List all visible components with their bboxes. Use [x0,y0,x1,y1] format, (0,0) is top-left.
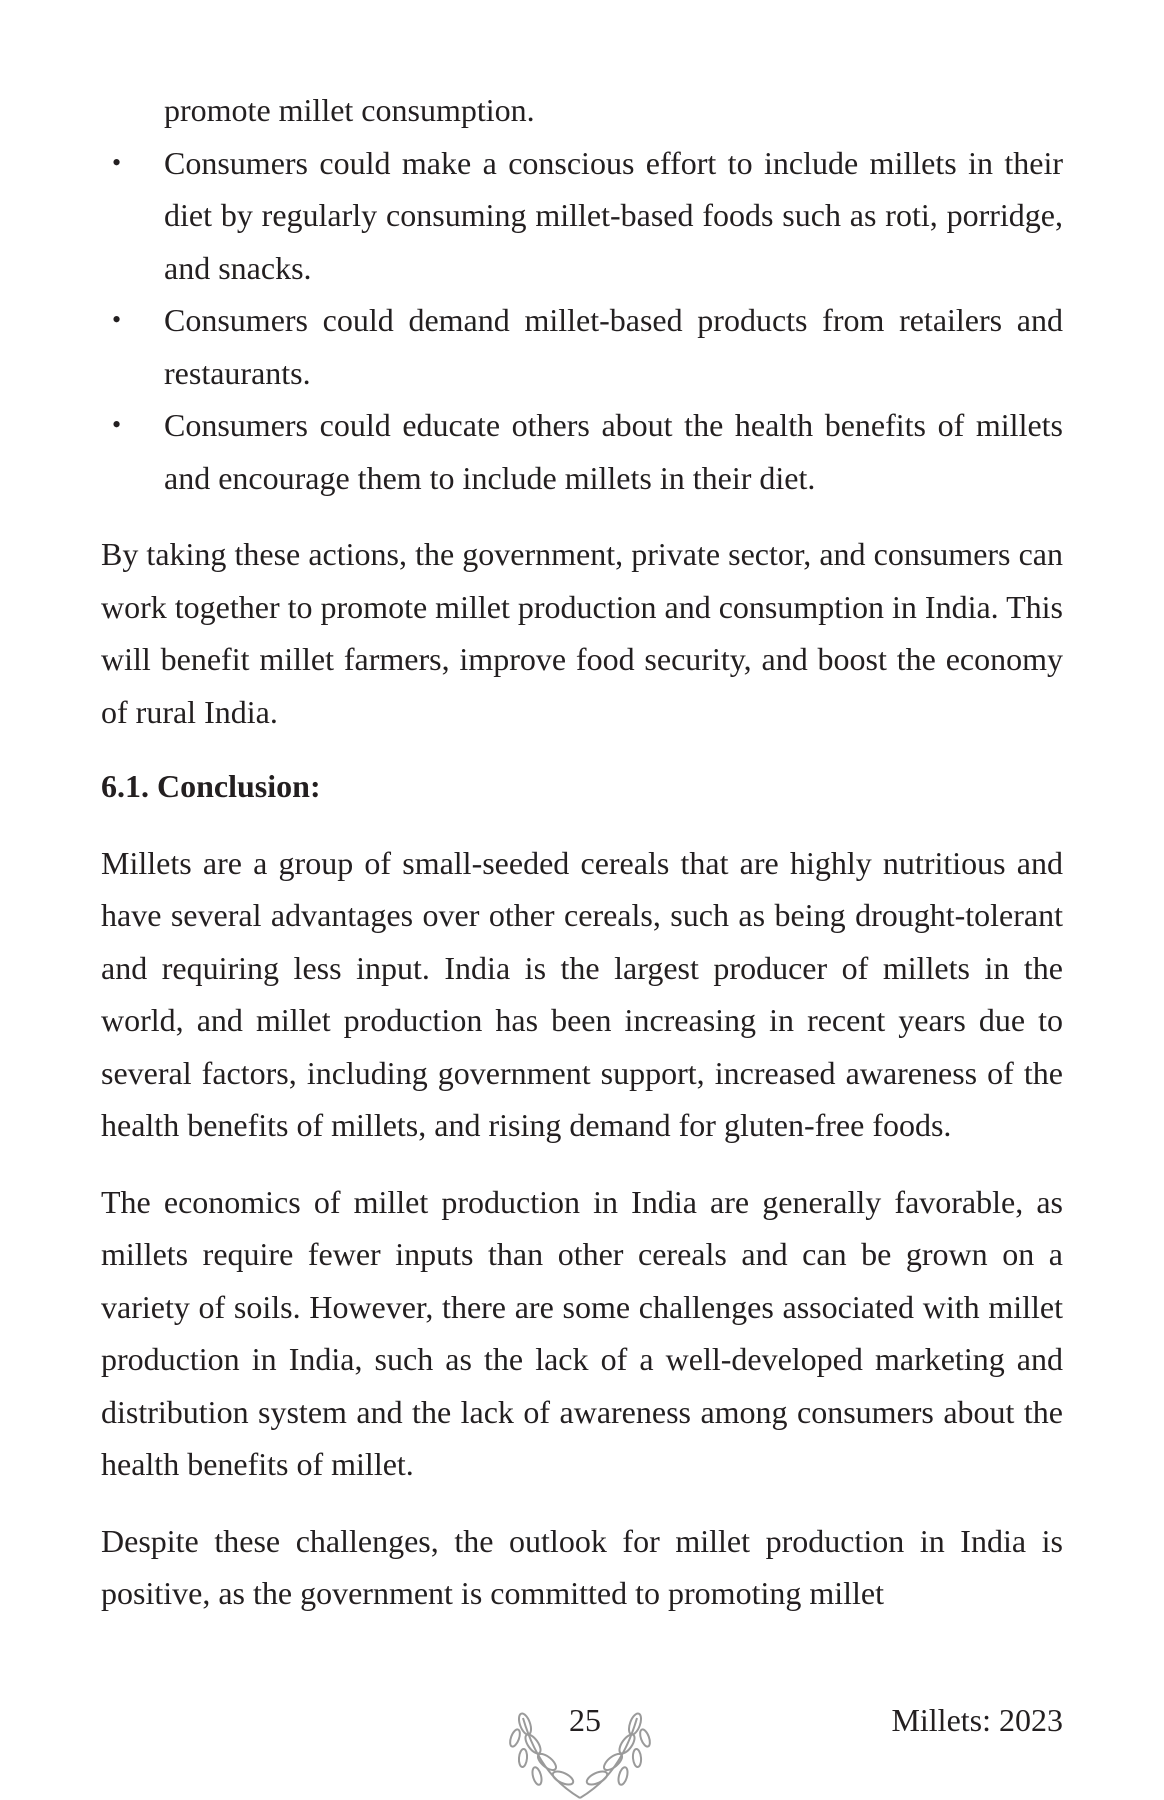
bullet-item [101,137,1063,295]
bullet-text: Consumers could make a conscious effort to include millets in their diet by regularly consuming millet-based foods such as roti, porridge, and snacks. [164,144,1063,286]
page-footer [0,1700,1164,1800]
paragraph-conclusion-3: Despite these challenges, the outlook for millet production in India is positive, as the government is committed to promoting millet [101,1522,1063,1611]
bullet-icon: • [112,147,122,177]
paragraph-conclusion-1: Millets are a group of small-seeded cereals that are highly nutritious and have several advantages over other cereals, such as being drought-tolerant and requiring less input. India is the largest producer of millets in the world, and millet production has been increasing in recent years due to several factors, including government support, increased awareness of the health benefits of millets, and rising demand for gluten-free foods. [101,844,1063,1143]
bullet-icon: • [112,305,122,334]
section-heading: 6.1. Conclusion: [101,768,321,804]
page-body [101,84,1063,1620]
bullet-icon: • [112,410,122,439]
bullet-item [101,294,1063,399]
paragraph-conclusion-2: The economics of millet production in India are generally favorable, as millets require fewer inputs than other cereals and can be grown on a variety of soils. However, there are some challenges associated with millet production in India, such as the lack of a well-developed marketing and distribution system and the lack of awareness among consumers about the health benefits of millet. [101,1183,1063,1482]
bullet-text: Consumers could demand millet-based products from retailers and restaurants. [164,302,1063,391]
bullet-continuation-line: promote millet consumption. [164,92,535,128]
running-footer-title: Millets: 2023 [891,1702,1063,1738]
page-number: 25 [569,1702,601,1738]
bullet-list [101,137,1063,505]
paragraph-summary: By taking these actions, the government, private sector, and consumers can work together to promote millet production and consumption in India. This will benefit millet farmers, improve food security, and boost the economy of rural India. [101,536,1063,730]
bullet-text: Consumers could educate others about the health benefits of millets and encourage them to include millets in their diet. [164,407,1063,496]
bullet-item [101,399,1063,504]
